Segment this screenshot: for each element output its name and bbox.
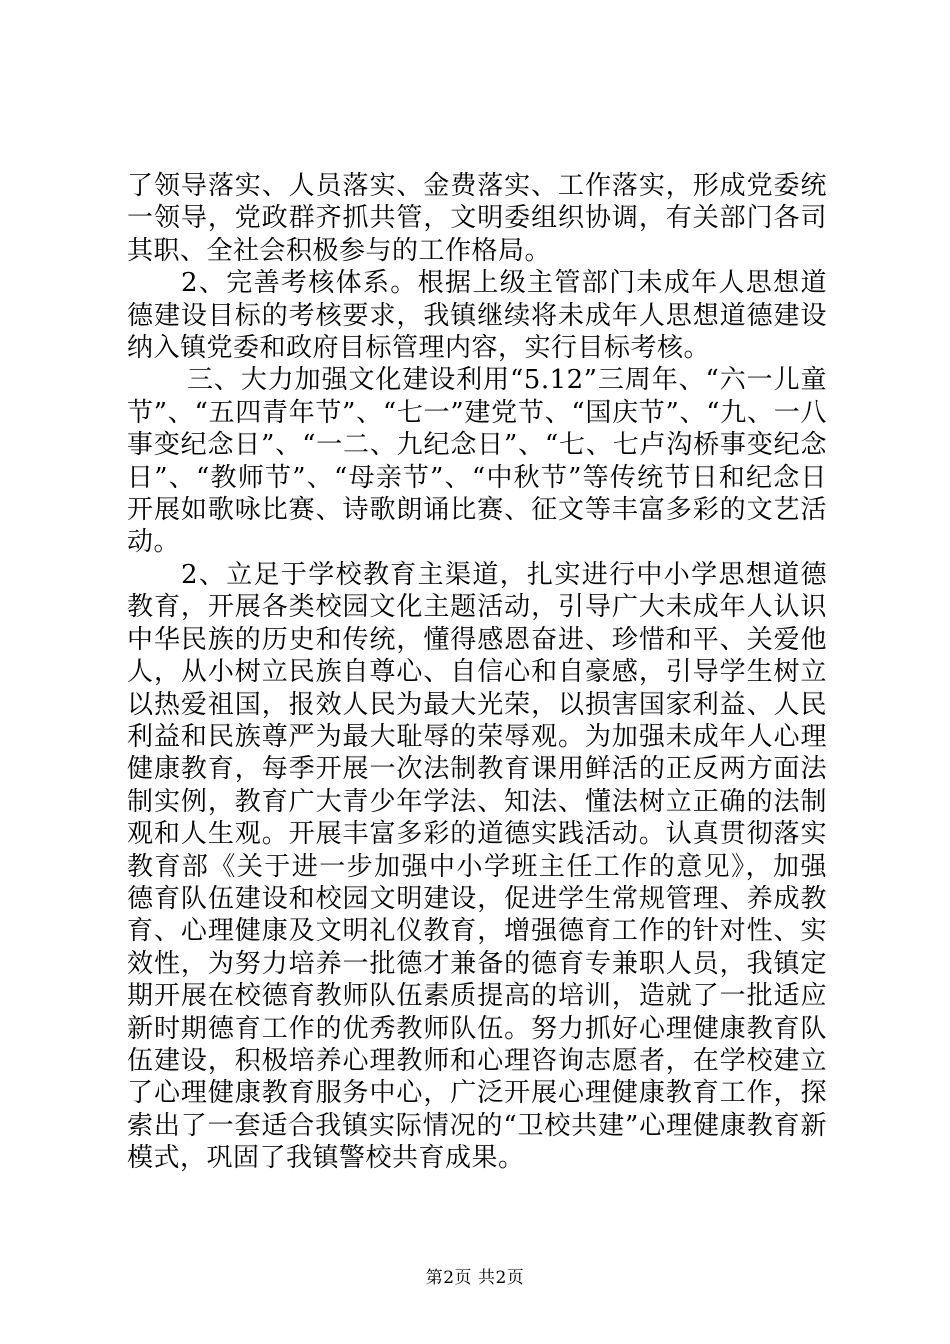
page-footer: 第2页 共2页 (425, 1268, 525, 1288)
document-body (127, 170, 827, 1175)
paragraph-school-education: 2、立足于学校教育主渠道，扎实进行中小学思想道德教育，开展各类校园文化主题活动，引导广大未成年人认识中华民族的历史和传统，懂得感恩奋进、珍惜和平、关爱他人，从小树立民族自尊心、自信心和自豪感，引导学生树立以热爱祖国，报效人民为最大光荣，以损害国家利益、人民利益和民族尊严为最大耻辱的荣辱观。为加强未成年人心理健康教育，每季开展一次法制教育课用鲜活的正反两方面法制实例，教育广大青少年学法、知法、懂法树立正确的法制观和人生观。开展丰富多彩的道德实践活动。认真贯彻落实教育部《关于进一步加强中小学班主任工作的意见》，加强德育队伍建设和校园文明建设，促进学生常规管理、养成教育、心理健康及文明礼仪教育，增强德育工作的针对性、实效性，为努力培养一批德才兼备的德育专兼职人员，我镇定期开展在校德育教师队伍素质提高的培训，造就了一批适应新时期德育工作的优秀教师队伍。努力抓好心理健康教育队伍建设，积极培养心理教师和心理咨询志愿者，在学校建立了心理健康教育服务中心，广泛开展心理健康教育工作，探索出了一套适合我镇实际情况的“卫校共建”心理健康教育新模式，巩固了我镇警校共育成果。 (127, 559, 827, 1174)
paragraph-assessment-system: 2、完善考核体系。根据上级主管部门未成年人思想道德建设目标的考核要求，我镇继续将未成年人思想道德建设纳入镇党委和政府目标管理内容，实行目标考核。 (127, 268, 827, 364)
paragraph-culture-building: 三、大力加强文化建设利用“5.12”三周年、“六一儿童节”、“五四青年节”、“七一”建党节、“国庆节”、“九、一八事变纪念日”、“一二、九纪念日”、“七、七卢沟桥事变纪念日”、“教师节”、“母亲节”、“中秋节”等传统节日和纪念日开展如歌咏比赛、诗歌朗诵比赛、征文等丰富多彩的文艺活动。 (127, 365, 827, 558)
paragraph-continuation: 了领导落实、人员落实、金费落实、工作落实，形成党委统一领导，党政群齐抓共管，文明委组织协调，有关部门各司其职、全社会积极参与的工作格局。 (127, 171, 827, 266)
